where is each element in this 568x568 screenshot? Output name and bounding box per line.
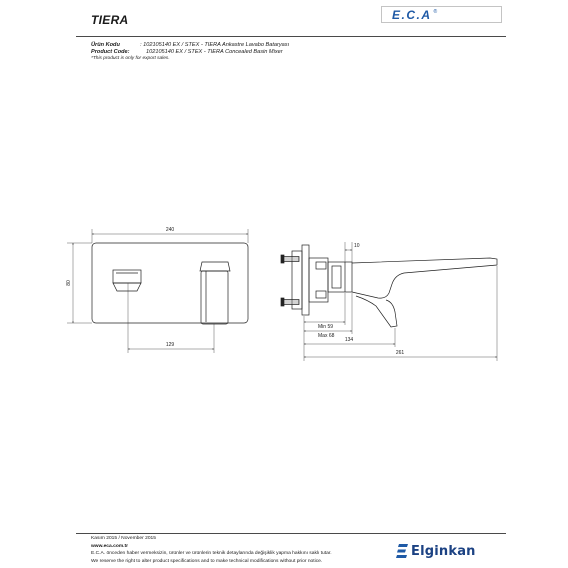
diverter-window: [113, 270, 141, 291]
dim-label-spout-projection: 261: [395, 350, 405, 356]
footer-website: www.eca.com.tr: [91, 543, 129, 549]
front-dimensions: [67, 229, 248, 353]
footer-text: [91, 535, 332, 565]
dim-label-width: 240: [165, 227, 175, 233]
footer-disclaimer-en: We reserve the right to alter product specifications and to make technical modifications without prior notice.: [91, 558, 323, 564]
footer-disclaimer-tr: E.C.A. önceden haber vermeksizin, ürünler ve ürünlerin teknik detaylarında değişiklik yapma hakkını saklı tutar.: [91, 551, 332, 556]
handle-front: [200, 262, 230, 324]
registered-mark: ®: [433, 9, 438, 15]
dim-label-max: Max 68: [318, 333, 335, 339]
export-note: *This product is only for export sales.: [91, 56, 170, 61]
dim-label-handle-projection: 134: [344, 337, 354, 343]
product-code-tr-label: Ürün Kodu: [91, 42, 120, 48]
product-code-en-label: Product Code:: [91, 49, 130, 55]
footer-date: Kasım 2015 / November 2015: [91, 536, 156, 541]
side-view: [281, 245, 497, 327]
dim-label-height: 80: [66, 280, 72, 286]
product-code-tr-value: : 102105140 EX / STEX - TIERA Ankastre Lavabo Bataryası: [140, 42, 290, 48]
dim-label-handle-offset: 129: [165, 342, 175, 348]
mounting-screw-top: [281, 255, 299, 263]
product-code-en-value: 102105140 EX / STEX - TIERA Concealed Basin Mixer: [146, 49, 283, 55]
side-dimensions: [304, 242, 497, 361]
footer-divider: [76, 533, 506, 534]
elginkan-logo: [395, 544, 476, 559]
wall-plate-side: [302, 245, 309, 315]
cartridge-connector: [309, 258, 352, 302]
elginkan-logo-text: Elginkan: [411, 544, 476, 559]
elginkan-e-icon: [395, 544, 408, 559]
dim-label-min: Min 59: [318, 324, 334, 330]
page-title: TIERA: [91, 13, 129, 27]
dim-label-plate: 10: [354, 243, 360, 249]
concealed-body: [292, 251, 302, 309]
lever-handle: [356, 296, 397, 327]
spout: [352, 258, 497, 298]
eca-logo-text: E.C.A: [392, 7, 432, 22]
mounting-screw-bottom: [281, 298, 299, 306]
front-view: [92, 243, 248, 324]
